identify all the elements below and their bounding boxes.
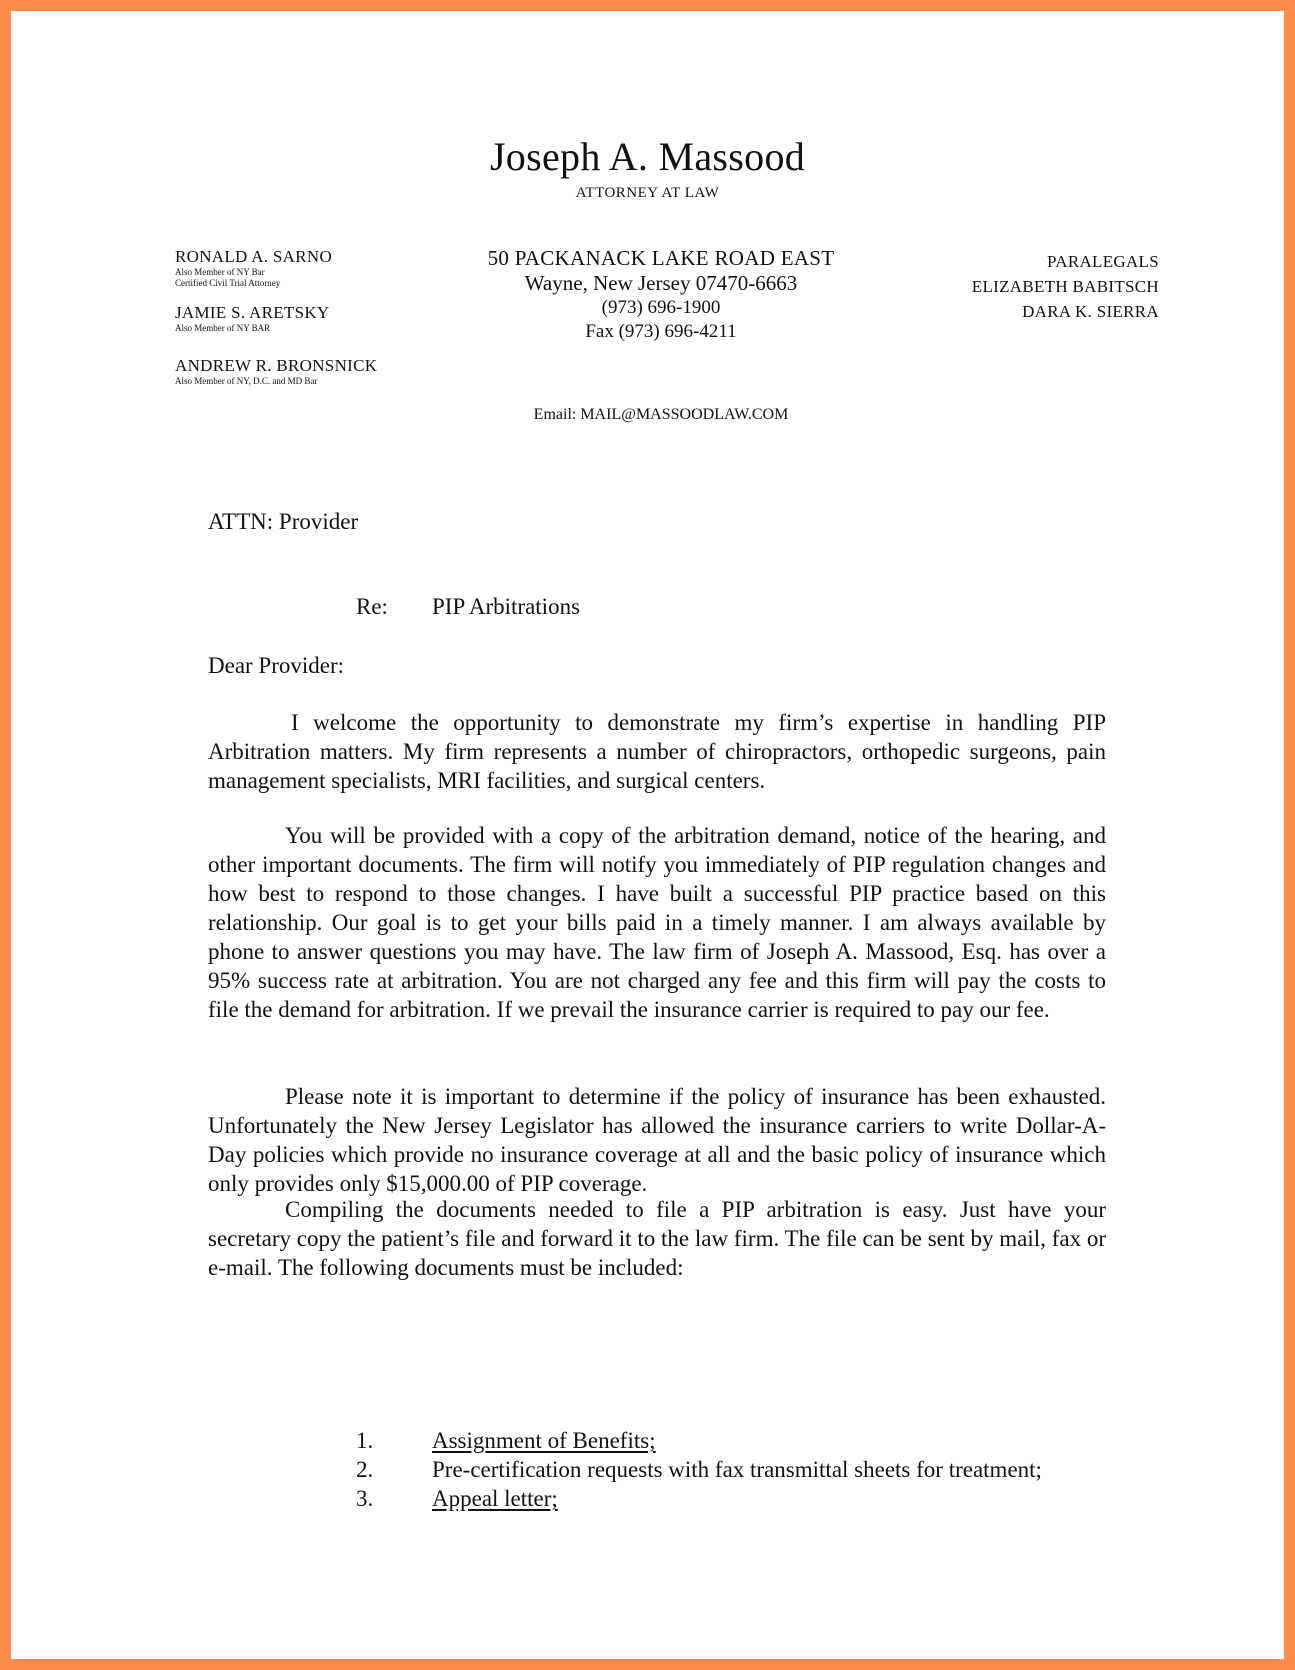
list-text: Pre-certification requests with fax transmittal sheets for treatment;	[432, 1457, 1042, 1482]
attorney-name: RONALD A. SARNO	[175, 247, 333, 266]
body-paragraph: Please note it is important to determine if the policy of insurance has been exhausted. Unfortunately the New Jersey Legislator has allowed the insurance carriers to write Dollar-A-Day policies which provide no insurance coverage at all and the basic policy of insurance which only provides only $15,000.00 of PIP coverage.	[208, 1084, 1106, 1196]
list-number: 3.	[356, 1486, 374, 1511]
attorney-note: Also Member of NY BAR	[175, 323, 271, 333]
address-line-1: 50 PACKANACK LAKE ROAD EAST	[487, 246, 835, 270]
re-label: Re:	[356, 594, 388, 619]
attorney-note: Certified Civil Trial Attorney	[175, 278, 281, 288]
body-paragraph: Compiling the documents needed to file a PIP arbitration is easy. Just have your secretary copy the patient’s file and forward it to the law firm. The file can be sent by mail, fax or e-mail. The following documents must be included:	[208, 1197, 1106, 1280]
list-item	[356, 1455, 1116, 1484]
paralegals-heading: PARALEGALS	[1047, 252, 1159, 271]
list-text: Appeal letter;	[432, 1486, 558, 1511]
firm-email: Email: MAIL@MASSOODLAW.COM	[533, 406, 789, 423]
body-paragraph: You will be provided with a copy of the arbitration demand, notice of the hearing, and other important documents. The firm will notify you immediately of PIP regulation changes and how best to respond to those changes. I have built a successful PIP practice based on this relationship. Our goal is to get your bills paid in a timely manner. I am always available by phone to answer questions you may have. The law firm of Joseph A. Massood, Esq. has over a 95% success rate at arbitration. You are not charged any fee and this firm will pay the costs to file the demand for arbitration. If we prevail the insurance carrier is required to pay our fee.	[208, 823, 1106, 1022]
attorney-name: ANDREW R. BRONSNICK	[175, 356, 378, 375]
paralegal-name: ELIZABETH BABITSCH	[971, 277, 1159, 296]
list-text: Assignment of Benefits;	[432, 1428, 656, 1453]
list-item	[356, 1426, 1116, 1455]
documents-list	[356, 1426, 1116, 1513]
re-subject: PIP Arbitrations	[432, 594, 581, 619]
attorney-note: Also Member of NY, D.C. and MD Bar	[175, 376, 318, 386]
list-number: 2.	[356, 1457, 374, 1482]
paralegal-list	[891, 249, 1159, 324]
attention-line: ATTN: Provider	[208, 509, 359, 534]
firm-address	[441, 245, 881, 344]
firm-title: ATTORNEY AT LAW	[575, 185, 720, 201]
address-line-2: Wayne, New Jersey 07470-6663	[524, 271, 798, 295]
letter-page	[11, 11, 1284, 1659]
attorney-note: Also Member of NY Bar	[175, 267, 265, 277]
body-paragraph: I welcome the opportunity to demonstrate my firm’s expertise in handling PIP Arbitration matters. My firm represents a number of chiropractors, orthopedic surgeons, pain management specialists, MRI facilities, and surgical centers.	[208, 710, 1106, 793]
list-number: 1.	[356, 1428, 374, 1453]
list-item	[356, 1484, 1116, 1513]
fax-number: Fax (973) 696-4211	[585, 321, 737, 342]
attorney-entry	[175, 356, 495, 387]
paralegal-name: DARA K. SIERRA	[1022, 302, 1159, 321]
salutation: Dear Provider:	[208, 653, 345, 678]
firm-name: Joseph A. Massood	[489, 134, 806, 179]
attorney-name: JAMIE S. ARETSKY	[175, 303, 330, 322]
phone-number: (973) 696-1900	[601, 297, 721, 318]
